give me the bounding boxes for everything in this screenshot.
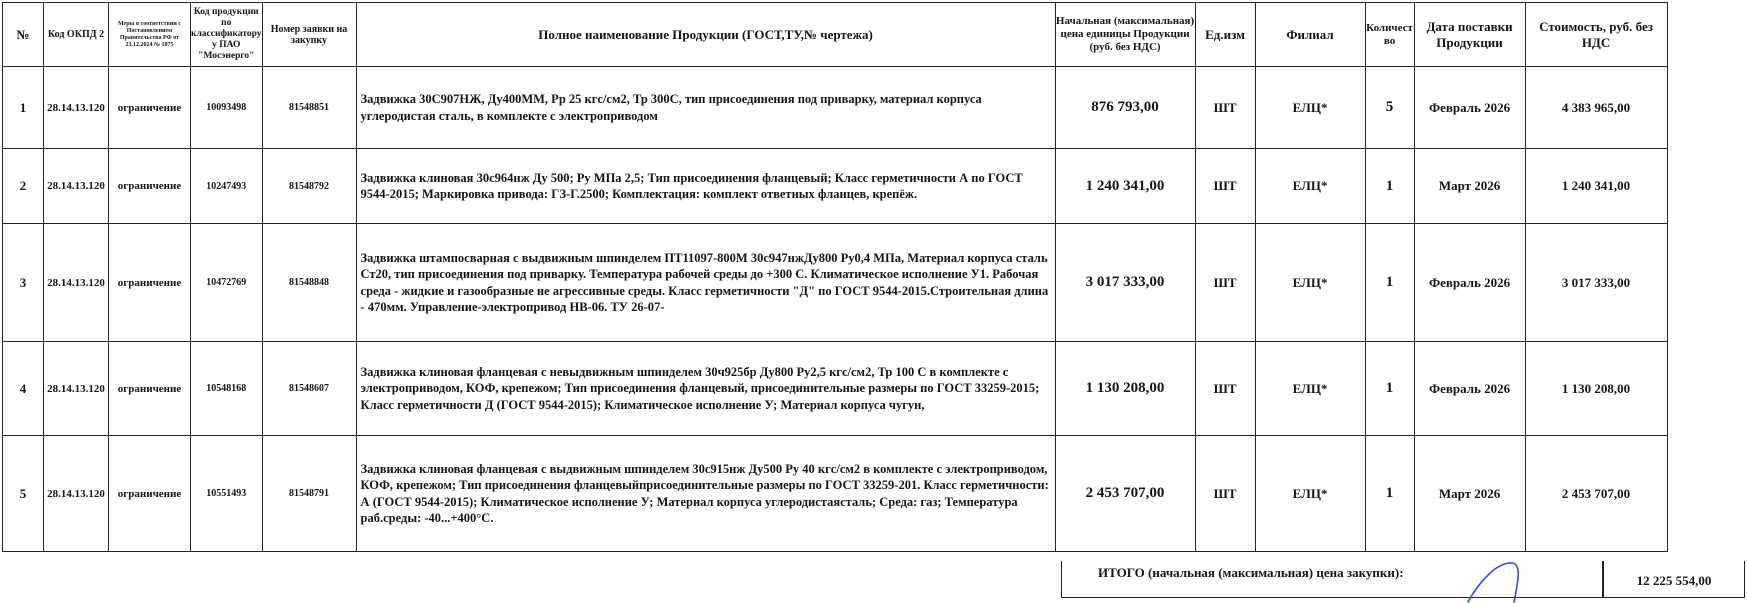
cell-product-code: 10472769	[191, 224, 263, 342]
cell-unit-price: 3 017 333,00	[1055, 224, 1195, 342]
cell-quantity: 1	[1365, 342, 1414, 436]
cell-request-number: 81548848	[262, 224, 356, 342]
header-delivery-date: Дата поставки Продукции	[1414, 3, 1525, 67]
header-unit: Ед.изм	[1195, 3, 1255, 67]
header-unit-price: Начальная (максимальная) цена единицы Продукции (руб. без НДС)	[1055, 3, 1195, 67]
cell-okpd: 28.14.13.120	[44, 342, 109, 436]
cell-num: 5	[3, 436, 44, 552]
cell-cost: 2 453 707,00	[1525, 436, 1667, 552]
cell-product-code: 10551493	[191, 436, 263, 552]
cell-unit: ШТ	[1195, 342, 1255, 436]
header-product-code: Код продукции по классификатору у ПАО "Мосэнерго"	[191, 3, 263, 67]
cell-delivery-date: Март 2026	[1414, 149, 1525, 224]
cell-quantity: 1	[1365, 436, 1414, 552]
cell-branch: ЕЛЦ*	[1255, 149, 1365, 224]
cell-measure: ограничение	[109, 149, 191, 224]
cell-product-name: Задвижка клиновая фланцевая с невыдвижным шпинделем 30ч925бр Ду800 Ру2,5 кгс/см2, Тр 100 С в комплекте с электроприводом, КОФ, крепежом; Тип присоединения фланцевый, присоединительные размеры по ГОСТ 33259-2015; Класс герметичности Д (ГОСТ 9544-2015); Климатическое исполнение У; Материал корпуса чугун,	[356, 342, 1055, 436]
total-label: ИТОГО (начальная (максимальная) цена закупки):	[1061, 561, 1603, 598]
cell-cost: 1 240 341,00	[1525, 149, 1667, 224]
cell-measure: ограничение	[109, 342, 191, 436]
cell-product-name: Задвижка клиновая фланцевая с выдвижным шпинделем 30с915нж Ду500 Ру 40 кгс/см2 в комплекте с электроприводом, КОФ, крепежом; Тип присоединения фланцевыйприсоединительные размеры по ГОСТ 33259-201. Класс герметичности: А (ГОСТ 9544-2015); Климатическое исполнение У; Материал корпуса углеродистаясталь; Среда: газ; Температура раб.среды: -40...+400°С.	[356, 436, 1055, 552]
signature-stroke	[1468, 563, 1518, 602]
cell-unit: ШТ	[1195, 149, 1255, 224]
header-cost: Стоимость, руб. без НДС	[1525, 3, 1667, 67]
procurement-table	[2, 2, 1668, 552]
cell-measure: ограничение	[109, 224, 191, 342]
cell-unit: ШТ	[1195, 436, 1255, 552]
cell-num: 3	[3, 224, 44, 342]
cell-unit: ШТ	[1195, 224, 1255, 342]
cell-delivery-date: Февраль 2026	[1414, 67, 1525, 149]
table-row	[3, 149, 1668, 224]
cell-branch: ЕЛЦ*	[1255, 436, 1365, 552]
cell-request-number: 81548851	[262, 67, 356, 149]
cell-quantity: 1	[1365, 149, 1414, 224]
cell-request-number: 81548792	[262, 149, 356, 224]
cell-cost: 4 383 965,00	[1525, 67, 1667, 149]
cell-delivery-date: Февраль 2026	[1414, 224, 1525, 342]
table-row	[3, 436, 1668, 552]
header-num: №	[3, 3, 44, 67]
header-full-name: Полное наименование Продукции (ГОСТ,ТУ,№ чертежа)	[356, 3, 1055, 67]
cell-unit-price: 2 453 707,00	[1055, 436, 1195, 552]
cell-product-code: 10247493	[191, 149, 263, 224]
cell-product-name: Задвижка клиновая 30с964нж Ду 500; Ру МПа 2,5; Тип присоединения фланцевый; Класс герметичности А по ГОСТ 9544-2015; Маркировка привода: ГЗ-Г.2500; Комплектация: комплект ответных фланцев, крепёж.	[356, 149, 1055, 224]
cell-okpd: 28.14.13.120	[44, 67, 109, 149]
cell-cost: 3 017 333,00	[1525, 224, 1667, 342]
cell-request-number: 81548791	[262, 436, 356, 552]
cell-okpd: 28.14.13.120	[44, 436, 109, 552]
header-request-number: Номер заявки на закупку	[262, 3, 356, 67]
cell-unit: ШТ	[1195, 67, 1255, 149]
table-header-row	[3, 3, 1668, 67]
cell-unit-price: 1 130 208,00	[1055, 342, 1195, 436]
cell-product-code: 10093498	[191, 67, 263, 149]
cell-product-code: 10548168	[191, 342, 263, 436]
cell-branch: ЕЛЦ*	[1255, 342, 1365, 436]
table-row	[3, 67, 1668, 149]
cell-branch: ЕЛЦ*	[1255, 224, 1365, 342]
cell-okpd: 28.14.13.120	[44, 224, 109, 342]
total-value: 12 225 554,00	[1603, 561, 1745, 598]
cell-measure: ограничение	[109, 436, 191, 552]
table-row	[3, 224, 1668, 342]
cell-num: 4	[3, 342, 44, 436]
header-measures: Меры в соответствии с Постановлением Правительства РФ от 23.12.2024 № 1875	[109, 3, 191, 67]
cell-branch: ЕЛЦ*	[1255, 67, 1365, 149]
cell-delivery-date: Февраль 2026	[1414, 342, 1525, 436]
cell-product-name: Задвижка штампосварная с выдвижным шпинделем ПТ11097-800М 30с947нжДу800 Ру0,4 МПа, Материал корпуса сталь Ст20, тип присоединения под приварку. Температура рабочей среды до +300 С. Климатическое исполнение У1. Рабочая среда - жидкие и газообразные не агрессивные среды. Класс герметичности "Д" по ГОСТ 9544-2015.Строительная длина - 470мм. Управление-электропривод НВ-06. ТУ 26-07-	[356, 224, 1055, 342]
header-okpd: Код ОКПД 2	[44, 3, 109, 67]
table-row	[3, 342, 1668, 436]
signature-mark	[1460, 560, 1570, 603]
cell-quantity: 5	[1365, 67, 1414, 149]
cell-okpd: 28.14.13.120	[44, 149, 109, 224]
cell-request-number: 81548607	[262, 342, 356, 436]
cell-num: 1	[3, 67, 44, 149]
procurement-table-wrapper	[2, 2, 1668, 552]
cell-unit-price: 1 240 341,00	[1055, 149, 1195, 224]
header-branch: Филиал	[1255, 3, 1365, 67]
header-quantity: Количество	[1365, 3, 1414, 67]
cell-num: 2	[3, 149, 44, 224]
cell-unit-price: 876 793,00	[1055, 67, 1195, 149]
cell-cost: 1 130 208,00	[1525, 342, 1667, 436]
cell-measure: ограничение	[109, 67, 191, 149]
cell-product-name: Задвижка 30С907НЖ, Ду400ММ, Рр 25 кгс/см2, Тр 300С, тип присоединения под приварку, материал корпуса углеродистая сталь, в комплекте с электроприводом	[356, 67, 1055, 149]
cell-quantity: 1	[1365, 224, 1414, 342]
cell-delivery-date: Март 2026	[1414, 436, 1525, 552]
